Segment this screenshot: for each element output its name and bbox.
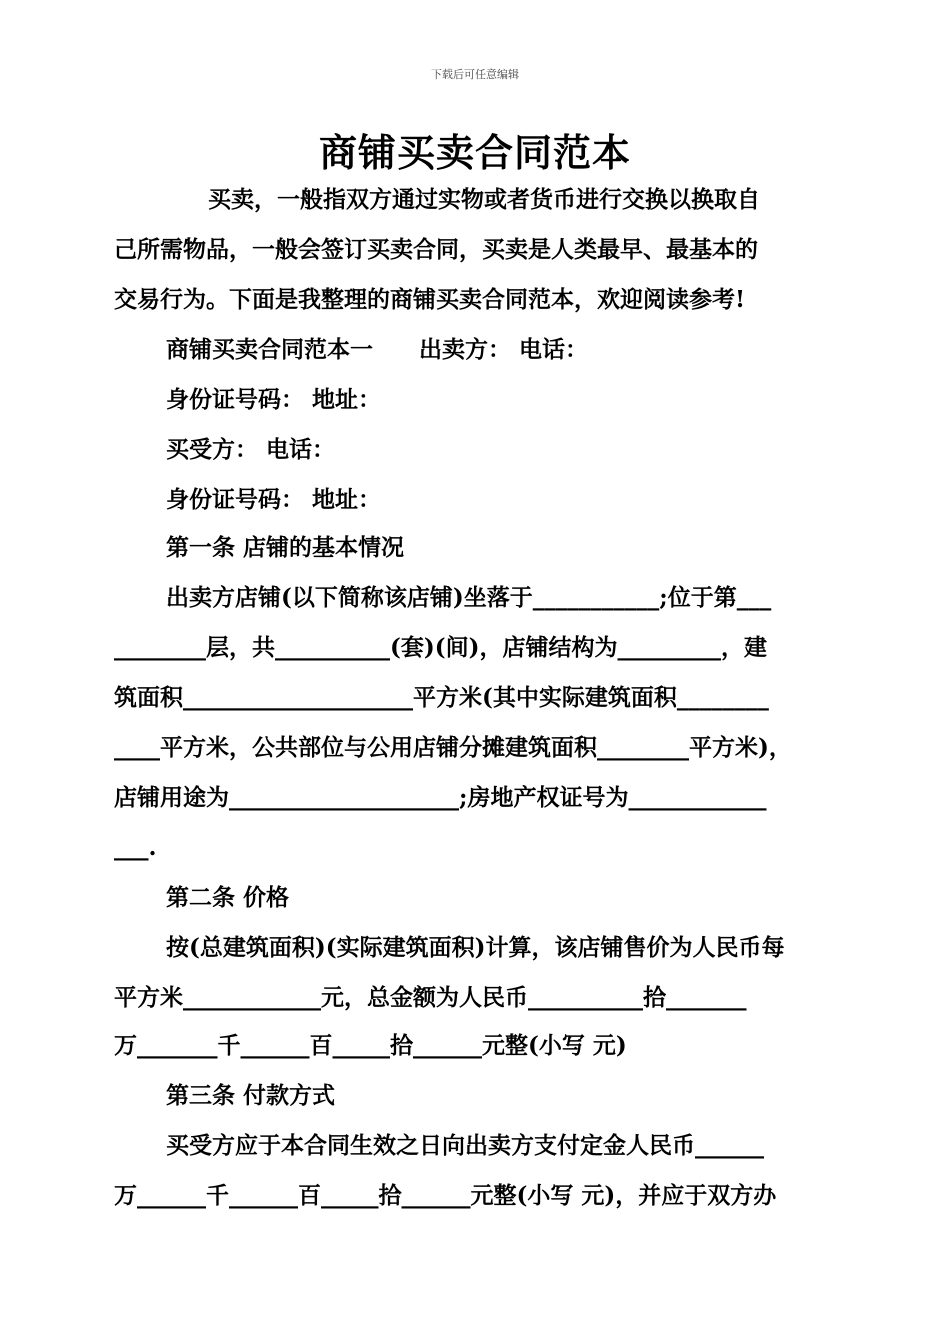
article-text: 出卖方店铺(以下简称该店铺)坐落于___________;位于第___ [166, 584, 772, 611]
intro-line: 己所需物品，一般会签订买卖合同，买卖是人类最早、最基本的 [114, 236, 758, 263]
party-line: 身份证号码： 地址： [166, 486, 382, 513]
article-text: 万_______千______百_____拾______元整(小写 元) [114, 1032, 627, 1059]
article-text: 平方米____________元，总金额为人民币__________拾_______ [114, 984, 747, 1011]
article-text: 筑面积____________________平方米(其中实际建筑面积________ [114, 684, 769, 711]
party-line: 商铺买卖合同范本一 出卖方： 电话： [166, 336, 589, 363]
article-text: 万______千______百_____拾______元整(小写 元)，并应于双方办 [114, 1182, 777, 1209]
party-line: 买受方： 电话： [166, 436, 336, 463]
intro-line: 交易行为。下面是我整理的商铺买卖合同范本，欢迎阅读参考! [114, 286, 746, 313]
header-note: 下载后可任意编辑 [431, 68, 519, 81]
article-heading: 第二条 价格 [166, 884, 290, 911]
party-line: 身份证号码： 地址： [166, 386, 382, 413]
article-text: ________层，共__________(套)(间)，店铺结构为_________，建 [114, 634, 768, 661]
article-text: 店铺用途为____________________;房地产权证号为____________ [114, 784, 767, 811]
document-title: 商铺买卖合同范本 [318, 130, 631, 175]
article-text: ____平方米，公共部位与公用店铺分摊建筑面积________平方米)， [114, 734, 792, 761]
article-text: ___. [114, 834, 157, 861]
article-text: 买受方应于本合同生效之日向出卖方支付定金人民币______ [166, 1132, 764, 1159]
article-text: 按(总建筑面积)(实际建筑面积)计算，该店铺售价为人民币每 [166, 934, 785, 961]
article-heading: 第三条 付款方式 [166, 1082, 336, 1109]
article-heading: 第一条 店铺的基本情况 [166, 534, 405, 561]
intro-line: 买卖，一般指双方通过实物或者货币进行交换以换取自 [208, 186, 760, 213]
